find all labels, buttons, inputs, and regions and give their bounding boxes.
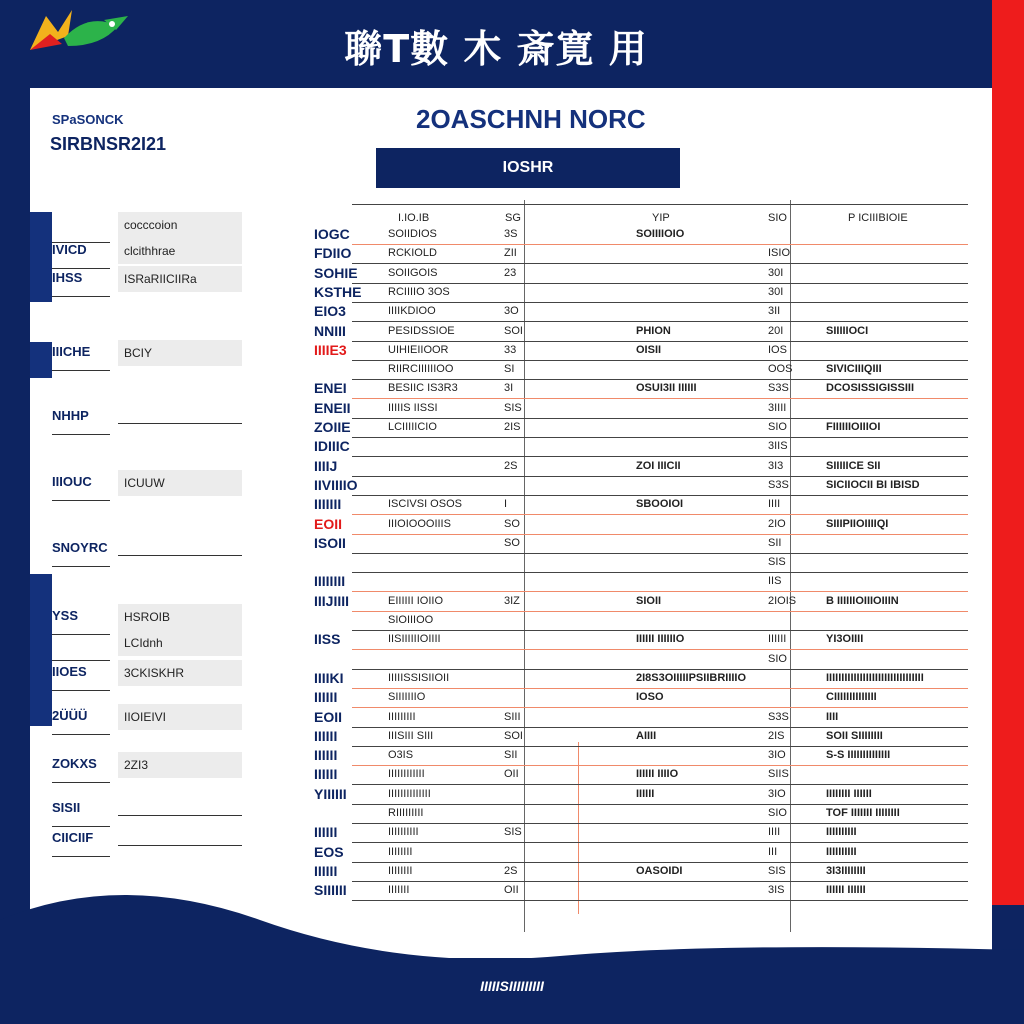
table-cell: SO [504, 536, 520, 549]
table-cell: FIIIIIIOIIIOI [826, 421, 881, 433]
left-panel-field [118, 826, 242, 846]
table-cell: S3S [768, 710, 789, 723]
table-cell: IIIIIIIII [388, 710, 416, 723]
table-cell: IOSO [636, 691, 664, 704]
table-cell: DCOSISSIGISSIII [826, 382, 915, 395]
table-cell: III [768, 845, 778, 858]
table-cell: I [504, 498, 508, 511]
table-cell: 2S [504, 459, 518, 472]
left-panel-label: SNOYRC [52, 540, 108, 555]
row-code: ENEI [314, 380, 347, 397]
table-row-rule [352, 649, 968, 650]
table-row-rule [352, 842, 968, 843]
table-row-rule [352, 514, 968, 515]
left-panel-divider [52, 634, 110, 635]
table-cell: OOS [768, 363, 793, 376]
row-code: ISOII [314, 534, 346, 551]
table-cell: TOF IIIIIII IIIIIIII [826, 807, 900, 819]
table-cell: IISIIIIIIOIIII [388, 633, 441, 646]
row-code: IIIIIII [314, 496, 342, 513]
left-panel-label: ZOKXS [52, 756, 97, 771]
table-cell: BESIIC IS3R3 [388, 382, 458, 395]
table-cell: SIII [504, 710, 521, 723]
table-row-rule [352, 379, 968, 380]
row-code: IIIIII [314, 727, 338, 744]
table-row-rule [352, 244, 968, 245]
left-panel-divider [52, 660, 110, 661]
table-row-rule [352, 881, 968, 882]
table-cell: IIIIIIII IIIIII [826, 787, 872, 800]
table-cell: RCIIIIO 3OS [388, 285, 450, 298]
table-row-rule [352, 591, 968, 592]
table-cell: 3II [768, 305, 781, 318]
table-row-rule [352, 900, 968, 901]
table-cell: IIIIIIIIIIIIIIIIIIIIIIIIIIIIIIII [826, 671, 924, 684]
table-cell: SIIIIIIIO [388, 691, 426, 704]
left-panel-field: LCIdnh [118, 630, 242, 656]
table-cell: IIIIII [768, 633, 787, 646]
table-row-rule [352, 263, 968, 264]
left-panel-field [118, 536, 242, 556]
document-title: 2OASCHNH NORC [416, 104, 646, 134]
table-cell: 2S [504, 864, 518, 877]
table-cell: 2IS [504, 421, 521, 433]
row-code: IIIIII [314, 862, 338, 879]
table-cell: IIII [768, 498, 781, 511]
header-cell: I.IO.IB [398, 212, 430, 224]
table-row-rule [352, 746, 968, 747]
table-cell: 3IIS [768, 440, 788, 453]
row-code: IIIJIIII [314, 592, 350, 609]
left-panel-label: IIIOUC [52, 474, 92, 489]
row-code: EOII [314, 708, 343, 725]
table-cell: 2IOIS [768, 594, 797, 607]
left-panel-field: IIOIEIVI [118, 704, 242, 730]
table-row-rule [352, 534, 968, 535]
table-cell: IIIIII [636, 787, 655, 800]
table-cell: 30I [768, 266, 784, 279]
table-cell: 2IO [768, 517, 786, 530]
left-panel-label: YSS [52, 608, 79, 623]
row-code: IIIIII [314, 747, 338, 764]
side-accent-block [30, 574, 52, 726]
table-cell: SIOII [636, 594, 662, 607]
table-cell: IIIIIIII [388, 864, 413, 877]
table-cell: EIIIIII IOIIO [388, 594, 444, 607]
table-cell: IIIIIIIIII [826, 826, 857, 839]
table-cell: 3I3IIIIIIII [826, 864, 866, 877]
table-cell: SIIIIIOCI [826, 324, 869, 337]
table-cell: IIIIIIIIII [826, 845, 857, 858]
table-cell: S3S [768, 478, 789, 491]
table-row-rule [352, 669, 968, 670]
table-cell: SIO [768, 807, 787, 819]
table-cell: SII [768, 536, 782, 549]
row-code: SOHIE [314, 264, 358, 281]
row-code: IIIIII [314, 824, 338, 841]
table-cell: PESIDSSIOE [388, 324, 455, 337]
table-cell: 3IO [768, 787, 786, 800]
table-cell: SIS [768, 864, 786, 877]
table-row-rule [352, 302, 968, 303]
table-cell: S3S [768, 382, 789, 395]
row-code: IIVIIIIO [314, 476, 358, 493]
table-cell: ZOI IIICII [636, 459, 681, 472]
table-cell: IIIIII IIIIO [636, 768, 679, 781]
left-panel-label: 2ÜÜÜ [52, 708, 88, 723]
left-panel-field [118, 796, 242, 816]
left-panel-label: IVICD [52, 242, 87, 257]
row-code: IDIIIC [314, 438, 350, 455]
table-cell: OSUI3II IIIIII [636, 382, 697, 395]
table-row-rule [352, 727, 968, 728]
header-title: 聯T數 木 斎寛 用 [344, 27, 648, 71]
footer-text: IIIIISIIIIIIIII [480, 978, 544, 994]
table-cell: IIIIIS IISSI [388, 401, 438, 414]
left-panel-divider [52, 296, 110, 297]
row-code: ZOIIE [314, 419, 351, 435]
table-cell: 3I3 [768, 459, 784, 472]
row-code: NNIII [314, 322, 346, 339]
table-row-rule [352, 283, 968, 284]
table-cell: S-S IIIIIIIIIIIIII [826, 749, 891, 762]
left-panel-label: IHSS [52, 270, 83, 285]
header-cell: SIO [768, 212, 787, 224]
table-cell: IIII [826, 710, 839, 723]
table-row-rule [352, 476, 968, 477]
table-row-rule [352, 688, 968, 689]
side-accent-block [30, 212, 52, 302]
table-cell: ISCIVSI OSOS [388, 498, 462, 511]
table-cell: SOI [504, 324, 523, 337]
table-cell: SIIS [768, 768, 789, 781]
table-row-rule [352, 765, 968, 766]
table-cell: SIS [504, 826, 522, 839]
table-cell: SOIIGOIS [388, 266, 438, 279]
table-cell: 3IO [768, 749, 786, 762]
left-panel-divider [52, 434, 110, 435]
table-cell: OII [504, 768, 519, 781]
table-cell: IIII [768, 826, 781, 839]
table-cell: SOIIDIOS [388, 228, 437, 240]
accent-divider [578, 742, 579, 914]
table-cell: IIIIII IIIIII [826, 884, 866, 897]
left-panel-label: IIOES [52, 664, 87, 679]
table-cell: SIO [768, 652, 787, 665]
left-panel-divider [52, 566, 110, 567]
table-cell: SO [504, 517, 520, 530]
left-panel-field: HSROIB [118, 604, 242, 630]
table-cell: 3IIII [768, 401, 787, 414]
table-cell: SICIIOCII BI IBISD [826, 478, 920, 491]
table-cell: IIIIIIIIIIII [388, 768, 425, 781]
table-cell: 23 [504, 266, 517, 279]
left-panel-field: clcithhrae [118, 238, 242, 264]
header-cell: SG [505, 212, 521, 224]
left-panel-field: cocccoion [118, 212, 242, 238]
left-panel-divider [52, 826, 110, 827]
corner-code: SIRBNSR2I21 [50, 134, 167, 154]
table-cell: SII [504, 749, 518, 762]
table-cell: 2IS [768, 729, 785, 742]
table-row-rule [352, 572, 968, 573]
table-cell: OII [504, 884, 519, 897]
left-panel-label: SISII [52, 800, 81, 815]
row-code: IIIIE3 [314, 341, 347, 358]
left-panel-divider [52, 690, 110, 691]
left-panel-divider [52, 782, 110, 783]
table-row-rule [352, 553, 968, 554]
table-cell: OISII [636, 343, 662, 356]
table-cell: SIS [768, 556, 786, 569]
row-code: IIIIII [314, 766, 338, 783]
table-row-rule [352, 418, 968, 419]
table-row-rule [352, 630, 968, 631]
table-cell: IIIIIIIIII [388, 826, 419, 839]
row-code: YIIIIII [314, 785, 347, 802]
corner-label: SPaSONCK [52, 112, 124, 127]
table-cell: IIS [768, 575, 782, 588]
table-cell: IIIIII IIIIIIO [636, 633, 685, 646]
left-panel-label: IIICHE [52, 344, 91, 359]
table-cell: LCIIIIICIO [388, 421, 437, 433]
table-header-rule [352, 204, 968, 205]
left-panel-field: 3CKISKHR [118, 660, 242, 686]
left-panel-field: BCIY [118, 340, 242, 366]
table-cell: IIIIKDIOO [388, 305, 436, 318]
table-cell: SIVICIIIQIII [826, 363, 882, 376]
table-cell: O3IS [388, 749, 414, 762]
table-cell: IOS [768, 343, 787, 356]
row-code: EIO3 [314, 303, 346, 320]
table-cell: PHION [636, 324, 671, 337]
table-cell: CIIIIIIIIIIIIII [826, 691, 877, 704]
table-cell: RCKIOLD [388, 247, 437, 260]
bottom-wave [0, 880, 1024, 1024]
left-panel-label: NHHP [52, 408, 89, 423]
table-cell: IIISIII SIII [388, 729, 434, 742]
table-row-rule [352, 784, 968, 785]
table-cell: SOI [504, 729, 523, 742]
table-cell: IIIIIII [388, 884, 410, 897]
red-side-stripe [992, 0, 1024, 905]
table-cell: UIHIEIIOOR [388, 343, 449, 356]
left-panel-divider [52, 268, 110, 269]
left-panel-divider [52, 856, 110, 857]
table-cell: IIIOIOOOIIIS [388, 517, 451, 530]
table-cell: ZII [504, 247, 517, 260]
row-code: EOII [314, 515, 343, 532]
table-cell: SIIIIICE SII [826, 459, 881, 472]
table-cell: RIIIIIIIII [388, 807, 424, 819]
table-cell: 2I8S3OIIIIIPSIIBRIIIIO [636, 671, 747, 684]
row-code: IISS [314, 631, 341, 648]
table-cell: RIIRCIIIIIIOO [388, 363, 454, 376]
table-row-rule [352, 804, 968, 805]
left-panel-field: ICUUW [118, 470, 242, 496]
table-row-rule [352, 437, 968, 438]
table-cell: IIIIIIII [388, 845, 413, 858]
table-cell: 3IZ [504, 594, 520, 607]
document-subtitle-bar: IOSHR [376, 148, 680, 188]
table-cell: B IIIIIIOIIIOIIIN [826, 594, 899, 607]
table-row-rule [352, 341, 968, 342]
table-row-rule [352, 398, 968, 399]
row-code: IOGC [314, 226, 350, 242]
table-row-rule [352, 823, 968, 824]
table-cell: 33 [504, 343, 517, 356]
table-row-rule [352, 321, 968, 322]
side-accent-block [30, 342, 52, 378]
table-cell: YI3OIIII [826, 633, 864, 646]
table-cell: 20I [768, 324, 784, 337]
table-cell: SBOOIOI [636, 498, 684, 511]
row-code: IIIIII [314, 689, 338, 706]
left-panel-divider [52, 500, 110, 501]
left-panel-field: 2ZI3 [118, 752, 242, 778]
table-row-rule [352, 456, 968, 457]
left-panel-field: ISRaRIICIIRa [118, 266, 242, 292]
table-cell: ISIO [768, 247, 791, 260]
header-cell: P ICIIIBIOIE [848, 212, 908, 224]
table-cell: 3S [504, 228, 518, 240]
table-row-rule [352, 707, 968, 708]
table-cell: SIO [768, 421, 787, 433]
row-code: ENEII [314, 399, 351, 416]
table-cell: SOIIIIOIO [636, 228, 685, 240]
row-code: KSTHE [314, 283, 362, 300]
table-cell: SOII SIIIIIIII [826, 729, 883, 742]
table-cell: 30I [768, 285, 784, 298]
left-panel-divider [52, 734, 110, 735]
row-code: IIIIJ [314, 457, 338, 474]
left-panel-label: CIICIIF [52, 830, 94, 845]
table-cell: 3O [504, 305, 519, 318]
row-code: SIIIIII [314, 882, 347, 899]
row-code: EOS [314, 843, 344, 860]
table-cell: SIIIPIIOIIIIQI [826, 517, 889, 530]
header-cell: YIP [652, 212, 670, 224]
table-cell: 3I [504, 382, 514, 395]
table-cell: 3IS [768, 884, 785, 897]
table-row-rule [352, 862, 968, 863]
table-row-rule [352, 495, 968, 496]
table-cell: SI [504, 363, 515, 376]
table-cell: IIIIISSISIIOII [388, 671, 450, 684]
table-cell: SIS [504, 401, 522, 414]
table-cell: SIOIIIOO [388, 614, 434, 626]
table-cell: AIIII [636, 729, 657, 742]
table-cell: OASOIDI [636, 864, 683, 877]
table-row-rule [352, 360, 968, 361]
row-code: IIIIKI [314, 669, 344, 686]
row-code: FDIIO [314, 245, 352, 262]
row-code: IIIIIIII [314, 573, 346, 590]
left-panel-field [118, 404, 242, 424]
left-panel-divider [52, 370, 110, 371]
table-row-rule [352, 611, 968, 612]
table-cell: IIIIIIIIIIIIII [388, 787, 431, 800]
